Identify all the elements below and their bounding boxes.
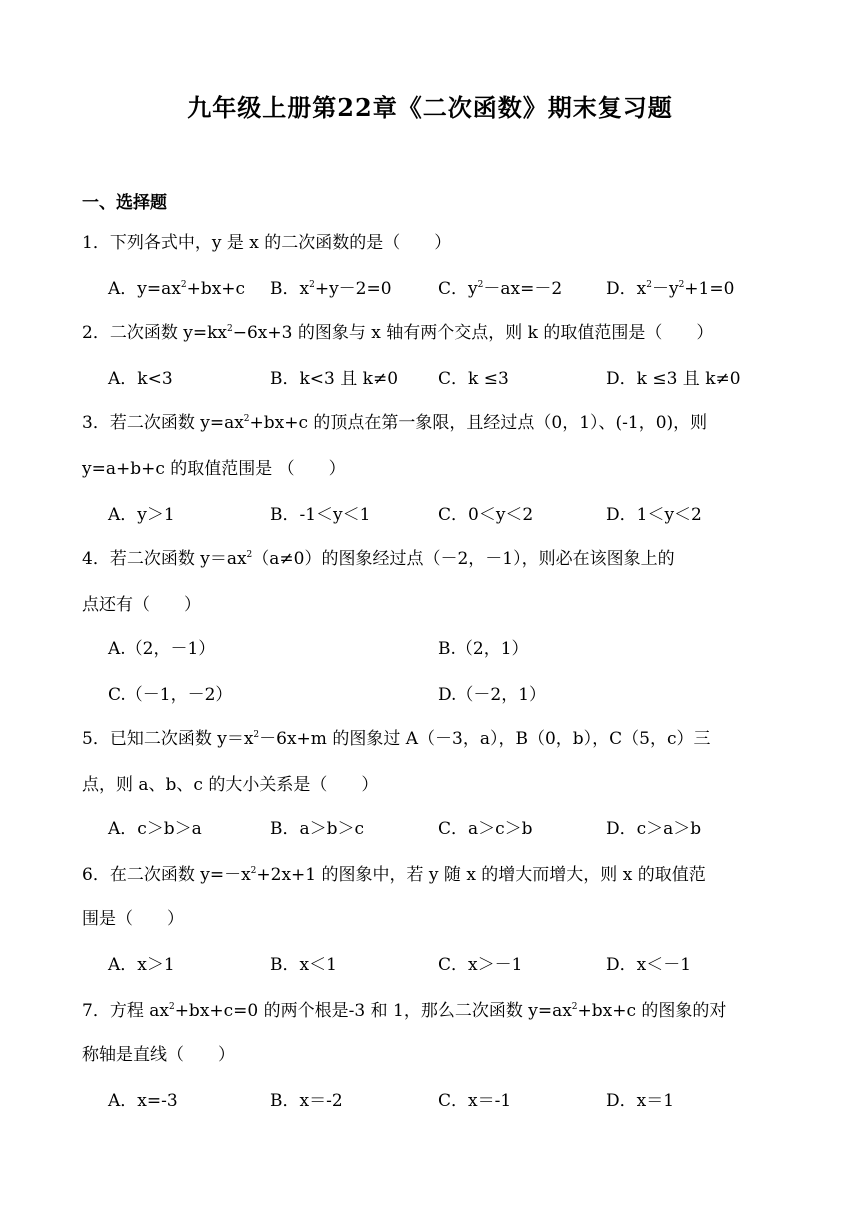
question-4-option-c: C.（－1，－2） <box>108 685 233 705</box>
question-4-option-d: D.（－2，1） <box>438 685 547 705</box>
question-1-option-d: D．$x^2-y^2+1=0$ <box>606 279 735 299</box>
question-2-option-b: B．k<3 且 k≠0 <box>270 369 399 389</box>
section-heading: 一、选择题 <box>82 193 167 213</box>
question-7-stem-line2: 称轴是直线（ ） <box>82 1045 235 1065</box>
question-3-option-d: D．1＜y＜2 <box>606 505 702 525</box>
question-5-option-b: B．a＞b＞c <box>270 819 365 839</box>
question-2-option-d: D．k ≤3 且 k≠0 <box>606 369 741 389</box>
question-5-stem-line1: 5．已知二次函数 $y=x^2-6x+m$ 的图象过 A（－3，a），B（0，b），C（5，c）三 <box>82 729 711 749</box>
question-7-option-d: D．x＝1 <box>606 1091 675 1111</box>
question-2-option-a: A．k<3 <box>108 369 173 389</box>
question-3-stem-line2: y=a+b+c 的取值范围是 （ ） <box>82 459 346 479</box>
question-1-option-c: C．$y^2-ax=-2$ <box>438 279 563 299</box>
question-6-stem-line2: 围是（ ） <box>82 909 184 929</box>
question-2-stem: 2．二次函数 $y=kx^2-6x+3$ 的图象与 x 轴有两个交点，则 k 的取值范围是（ ） <box>82 323 714 343</box>
question-1-option-a: A．$y=ax^2+bx+c$ <box>108 279 246 299</box>
question-7-option-c: C．x＝-1 <box>438 1091 512 1111</box>
question-4-option-b: B.（2，1） <box>438 639 529 659</box>
question-3-option-c: C．0＜y＜2 <box>438 505 534 525</box>
question-5-option-c: C．a＞c＞b <box>438 819 533 839</box>
question-4-stem-line1: 4．若二次函数 $y=ax^2(a\ne 0)$的图象经过点（－2，－1），则必在该图象上的 <box>82 549 675 569</box>
question-2-option-c: C．k ≤3 <box>438 369 509 389</box>
question-4-stem-line2: 点还有（ ） <box>82 595 201 615</box>
question-5-stem-line2: 点，则 a、b、c 的大小关系是（ ） <box>82 775 379 795</box>
question-4-option-a: A.（2，－1） <box>108 639 216 659</box>
question-3-stem-line1: 3．若二次函数 $y=ax^2+bx+c$ 的顶点在第一象限，且经过点（0，1）、(-1，0)，则 <box>82 413 708 433</box>
question-6-option-a: A．x＞1 <box>108 955 175 975</box>
question-7-option-b: B．x＝-2 <box>270 1091 343 1111</box>
question-3-option-b: B．-1＜y＜1 <box>270 505 371 525</box>
question-7-stem-line1: 7．方程 $ax^2+bx+c=0$ 的两个根是-3 和 1，那么二次函数 $y=ax^2+bx+c$ 的图象的对 <box>82 1001 727 1021</box>
question-5-option-d: D．c＞a＞b <box>606 819 702 839</box>
question-7-option-a: A．x=-3 <box>108 1091 178 1111</box>
question-3-option-a: A．y＞1 <box>108 505 175 525</box>
page-title: 九年级上册第22章《二次函数》期末复习题 <box>187 93 673 122</box>
question-6-option-c: C．x＞－1 <box>438 955 523 975</box>
question-6-option-d: D．x＜－1 <box>606 955 692 975</box>
question-1-stem: 1．下列各式中，y 是 x 的二次函数的是（ ） <box>82 233 452 253</box>
question-6-option-b: B．x＜1 <box>270 955 337 975</box>
question-1-option-b: B．$x^2+y-2=0$ <box>270 279 392 299</box>
question-6-stem-line1: 6．在二次函数 $y=-x^2+2x+1$ 的图象中，若 y 随 x 的增大而增大，则 x 的取值范 <box>82 865 706 885</box>
question-5-option-a: A．c＞b＞a <box>108 819 202 839</box>
